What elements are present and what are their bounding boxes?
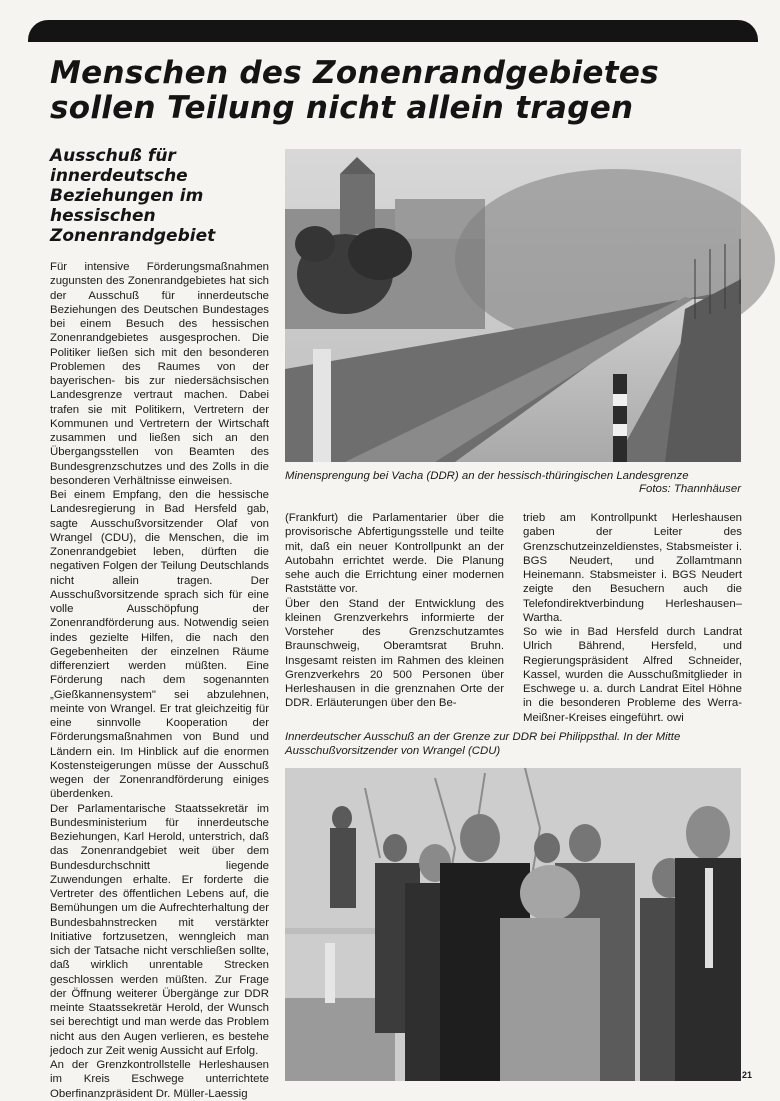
top-banner-bar xyxy=(28,20,758,42)
photo2-caption: Innerdeutscher Ausschuß an der Grenze zur DDR bei Philippsthal. In der Mitte Ausschußvorsitzender von Wrangel (CDU) xyxy=(285,731,681,757)
body-column-1: Für intensive Förderungsmaßnahmen zugunsten des Zonenrandgebietes hat sich der Ausschuß für innerdeutsche Beziehungen des Deutschen Bundestages bei einem Besuch des hessischen Zonenrandgebietes ausgesprochen. Die Politiker ließen sich mit den besonderen Problemen des Raumes von der bayerischen- bis zur niedersächsischen Landesgrenze vertraut machen. Dabei trafen sie mit Politikern, Vertretern der Kommunen und Vertretern der Wirtschaft zusammen und ließen sich an den Übergangsstellen von Beamten des Bundesgrenzschutzes und des Zolls in die besonderen Verhältnisse einweisen. Bei einem Empfang, den die hessische Landesregierung in Bad Hersfeld gab, sagte Ausschußvorsitzender Olaf von Wrangel (CDU), die Menschen, die im Zonenrandgebiet leben, dürften die negativen Folgen der Teilung Deutschlands nicht allein tragen. Der Ausschußvorsitzende sprach sich für eine volle Ausschöpfung der Zonenrandförderung aus. Notwendig seien indes gezielte Hilfen, die nach den Gegebenheiten der einzelnen Räume differenziert werden müßten. Eine Förderung nach dem sogenannten „Gießkannensystem" sei abzulehnen, meinte von Wrangel. Er trat gleichzeitig für eine sinnvolle Kooperation der Förderungsmaßnahmen von Bund und Ländern ein. Im Hinblick auf die enormen Kostensteigerungen müsse der Ausschuß wegen der Zonenrandförderung einiges überdenken. Der Parlamentarische Staatssekretär im Bundesministerium für innerdeutsche Beziehungen, Karl Herold, unterstrich, daß das Zonenrandgebiet weit über dem Bundesdurchschnitt liegende Zuwendungen erhalte. Er forderte die Vertreter des öffentlichen Lebens auf, die Bemühungen um die Aufrechterhaltung der Bundesbahnstrecken mit verstärkter Initiative fortzusetzen, wenngleich man sich der Tatsache nicht verschließen sollte, daß wirklich unrentable Strecken geschlossen werden müßten. Zur Frage der Öffnung weiterer Übergänge zur DDR meinte Staatssekretär Herold, der Wunsch sei berechtigt und man werde das Problem nicht aus den Augen verlieren, es bestehe jedoch zur Zeit wenig Aussicht auf Erfolg. An der Grenzkontrollstelle Herleshausen im Kreis Eschwege unterrichtete Oberfinanzpräsident Dr. Müller-Laessig xyxy=(50,261,269,1100)
body-column-2: (Frankfurt) die Parlamentarier über die provisorische Abfertigungsstelle und teilte mit, daß ein neuer Kontrollpunkt an der Autobahn errichtet werde. Die Planung sehe auch die Errichtung einer modernen Raststätte vor. Über den Stand der Entwicklung des kleinen Grenzverkehrs informierte der Vorsteher des Grenzschutzamtes Braunschweig, Oberamtsrat Bruhn. Insgesamt reisten im Rahmen des kleinen Grenzverkehrs 20 500 Personen über Herleshausen in die grenznahen Orte der DDR. Erläuterungen über den Be- xyxy=(285,512,504,710)
photo1-caption: Minensprengung bei Vacha (DDR) an der hessisch-thüringischen Landesgrenze xyxy=(285,470,689,482)
headline: Menschen des Zonenrandgebietes sollen Teilung nicht allein tragen xyxy=(50,55,659,126)
page-number: 21 xyxy=(742,1070,753,1080)
body-column-3: trieb am Kontrollpunkt Herleshausen gaben der Leiter des Grenzschutzeinzeldienstes, Stabsmeister i. BGS Neudert, und Zollamtmann Heinemann. Stabsmeister i. BGS Neudert zeigte den Besuchern auch die Telefondirektverbindung Herleshausen–Wartha. So wie in Bad Hersfeld durch Landrat Ulrich Bährend, Hersfeld, und Regierungspräsident Alfred Schneider, Kassel, wurden die Ausschußmitglieder in Eschwege u. a. durch Landrat Eitel Höhne in die besonderen Probleme des Werra-Meißner-Kreises eingeführt. owi xyxy=(523,512,742,724)
committee-group-image xyxy=(285,768,741,1081)
photo-mine-explosion xyxy=(285,149,741,462)
photo-committee-group xyxy=(285,768,741,1081)
photo-credit: Fotos: Thannhäuser xyxy=(639,483,741,495)
mine-explosion-image xyxy=(285,149,741,462)
subheadline: Ausschuß für innerdeutsche Beziehungen im hessischen Zonenrandgebiet xyxy=(50,146,216,246)
